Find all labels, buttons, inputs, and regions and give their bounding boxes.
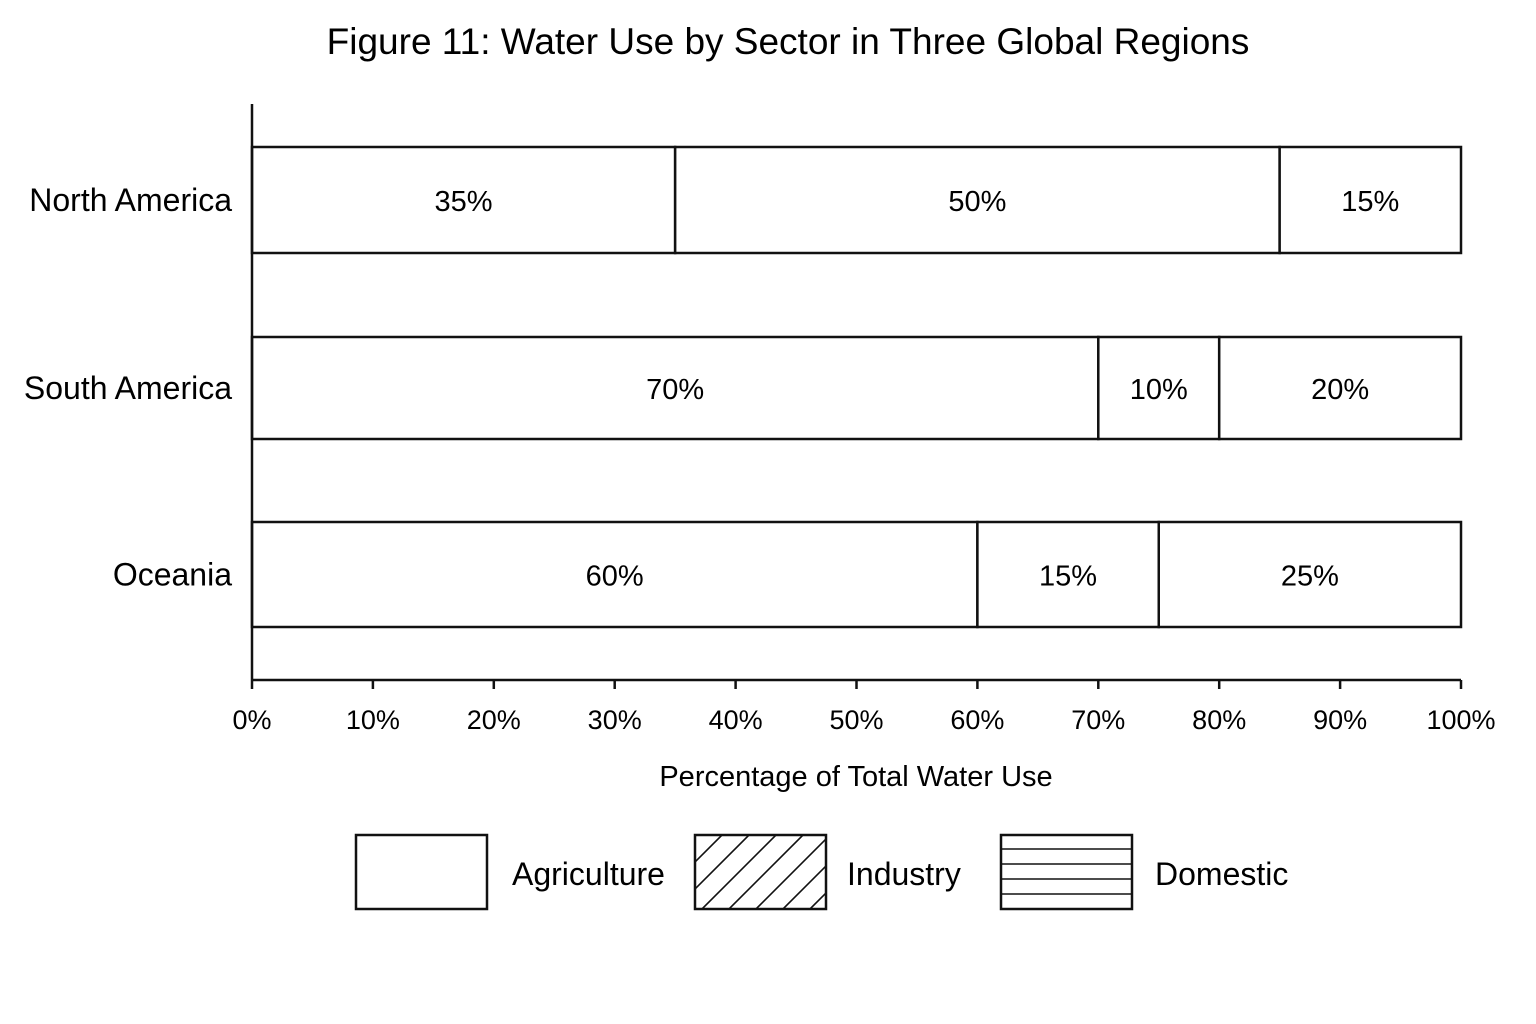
x-tick-label: 40% <box>708 705 763 735</box>
x-tick-label: 10% <box>345 705 400 735</box>
data-label: 10% <box>1129 374 1188 406</box>
legend-label: Industry <box>847 856 961 892</box>
category-label: South America <box>23 370 232 406</box>
data-label: 15% <box>1039 560 1098 593</box>
category-label: Oceania <box>112 556 232 593</box>
data-label: 15% <box>1341 186 1400 218</box>
x-tick-label: 100% <box>1426 705 1496 735</box>
bars-layer <box>24 147 1461 627</box>
x-tick-label: 80% <box>1192 705 1247 735</box>
data-label: 50% <box>948 186 1007 218</box>
data-label: 35% <box>434 186 493 218</box>
chart-title: Figure 11: Water Use by Sector in Three Global Regions <box>326 21 1250 62</box>
legend-item-agriculture <box>356 835 665 909</box>
legend-label: Domestic <box>1155 856 1289 892</box>
data-label: 70% <box>646 374 705 406</box>
legend-swatch <box>1001 835 1132 909</box>
x-tick-label: 60% <box>950 705 1005 735</box>
x-tick-label: 70% <box>1071 705 1126 735</box>
category-label: North America <box>29 182 232 218</box>
legend <box>356 835 1288 909</box>
data-label: 25% <box>1280 560 1339 593</box>
x-tick-label: 90% <box>1313 705 1368 735</box>
legend-item-industry <box>621 835 965 909</box>
legend-label: Agriculture <box>512 856 665 892</box>
data-label: 20% <box>1311 374 1370 406</box>
x-axis-title: Percentage of Total Water Use <box>659 761 1053 793</box>
x-tick-label: 0% <box>232 705 272 735</box>
x-tick-label: 20% <box>466 705 521 735</box>
data-label: 60% <box>585 560 644 593</box>
x-tick-label: 30% <box>587 705 642 735</box>
legend-swatch <box>356 835 487 909</box>
legend-item-domestic <box>1001 835 1288 909</box>
x-tick-label: 50% <box>829 705 884 735</box>
legend-swatch <box>695 835 826 909</box>
